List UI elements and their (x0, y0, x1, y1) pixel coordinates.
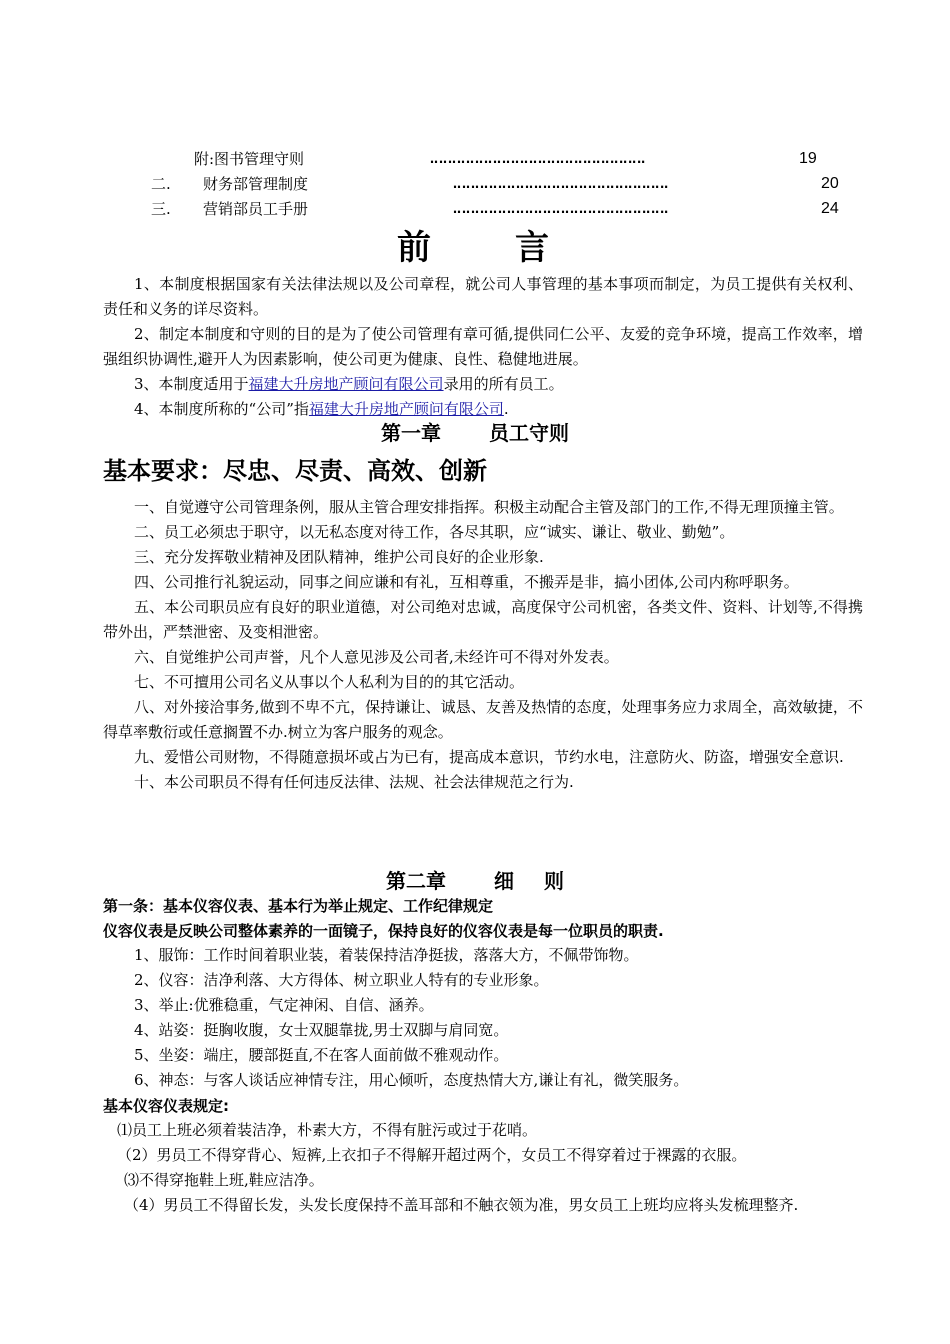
preface-text: 3、本制度适用于 (134, 375, 249, 393)
rule-paragraph: 十、本公司职员不得有任何违反法律、法规、社会法律规范之行为. (134, 773, 574, 791)
toc-leader: ‥‥‥‥‥‥‥‥‥‥‥‥‥‥‥‥‥‥‥‥‥‥‥‥ (453, 202, 670, 216)
company-link[interactable]: 福建大升房地产顾问有限公司 (248, 375, 444, 393)
rule-paragraph: 三、充分发挥敬业精神及团队精神，维护公司良好的企业形象. (134, 548, 544, 566)
appearance-rule-text: （4）男员工不得留长发，头发长度保持不盖耳部和不触衣领为准，男女员工上班均应将头发梳理整齐. (124, 1196, 799, 1214)
employee-rules (103, 495, 863, 795)
appearance-item: 2、仪容：洁净利落、大方得体、树立职业人特有的专业形象。 (134, 971, 549, 989)
basic-requirements-heading: 基本要求：尽忠、尽责、高效、创新 (103, 457, 487, 485)
chapter-name: 员工守则 (489, 421, 569, 445)
toc-number: 三. (151, 200, 171, 218)
toc-leader: ‥‥‥‥‥‥‥‥‥‥‥‥‥‥‥‥‥‥‥‥‥‥‥‥ (430, 152, 647, 166)
chapter-name-char: 则 (544, 869, 564, 893)
toc-label: 财务部管理制度 (203, 175, 309, 193)
rule-paragraph: 五、本公司职员应有良好的职业道德，对公司绝对忠诚，高度保守公司机密，各类文件、资料、计划等,不得携带外出，严禁泄密、及变相泄密。 (103, 598, 863, 641)
rule-paragraph: 六、自觉维护公司声誉，凡个人意见涉及公司者,未经许可不得对外发表。 (134, 648, 619, 666)
appearance-item: 3、举止:优雅稳重，气定神闲、自信、涵养。 (134, 996, 434, 1014)
toc-leader: ‥‥‥‥‥‥‥‥‥‥‥‥‥‥‥‥‥‥‥‥‥‥‥‥ (453, 177, 670, 191)
preface-text: 4、本制度所称的“公司”指 (134, 400, 309, 418)
chapter-2-title (0, 866, 950, 896)
chapter-number: 第二章 (386, 869, 446, 893)
article-1-heading: 第一条：基本仪容仪表、基本行为举止规定、工作纪律规定 (103, 897, 494, 915)
rule-paragraph: 四、公司推行礼貌运动，同事之间应谦和有礼，互相尊重，不搬弄是非，搞小团体,公司内称呼职务。 (134, 573, 799, 591)
toc-page-number: 20 (821, 175, 839, 192)
appearance-item: 5、坐姿：端庄，腰部挺直,不在客人面前做不雅观动作。 (134, 1046, 509, 1064)
appearance-rule: ⑶不得穿拖鞋上班,鞋应洁净。 (124, 1171, 324, 1189)
appearance-rule (103, 1193, 863, 1218)
preface-paragraph: 1、本制度根据国家有关法律法规以及公司章程，就公司人事管理的基本事项而制定，为员工提供有关权利、责任和义务的详尽资料。 (103, 275, 863, 318)
appearance-item: 6、神态：与客人谈话应神情专注，用心倾听，态度热情大方,谦让有礼，微笑服务。 (134, 1071, 689, 1089)
preface-title-char: 前 (397, 228, 435, 268)
rule-paragraph: 七、不可擅用公司名义从事以个人私利为目的的其它活动。 (134, 673, 525, 691)
appearance-item: 4、站姿：挺胸收腹，女士双腿靠拢,男士双脚与肩同宽。 (134, 1021, 509, 1039)
rule-paragraph: 二、员工必须忠于职守，以无私态度对待工作，各尽其职，应“诚实、谦让、敬业、勤勉”。 (134, 523, 735, 541)
preface-title-char: 言 (515, 228, 553, 268)
preface-paragraph: 2、制定本制度和守则的目的是为了使公司管理有章可循,提供同仁公平、友爱的竞争环境，提高工作效率，增强组织协调性,避开人为因素影响，使公司更为健康、良性、稳健地进展。 (103, 325, 863, 368)
rule-paragraph: 一、自觉遵守公司管理条例，服从主管合理安排指挥。积极主动配合主管及部门的工作,不得无理顶撞主管。 (134, 498, 844, 516)
chapter-name-char: 细 (494, 869, 514, 893)
toc-label: 附:图书管理守则 (194, 150, 305, 168)
toc-label: 营销部员工手册 (203, 200, 309, 218)
preface-text: 录用的所有员工。 (443, 375, 564, 393)
company-link[interactable]: 福建大升房地产顾问有限公司 (308, 400, 504, 418)
preface-paragraph (103, 372, 863, 397)
chapter-number: 第一章 (381, 421, 441, 445)
appearance-item: 1、服饰：工作时间着职业装，着装保持洁净挺拔，落落大方，不佩带饰物。 (134, 946, 639, 964)
appearance-rule: ⑴员工上班必须着装洁净，朴素大方，不得有脏污或过于花哨。 (117, 1121, 538, 1139)
preface-text: . (503, 400, 509, 418)
preface-title (0, 226, 950, 270)
appearance-rule: （2）男员工不得穿背心、短裤,上衣扣子不得解开超过两个，女员工不得穿着过于裸露的衣服。 (117, 1146, 747, 1164)
chapter-1-title (0, 418, 950, 448)
toc-number: 二. (151, 175, 171, 193)
rule-paragraph: 九、爱惜公司财物，不得随意损坏或占为已有，提高成本意识，节约水电，注意防火、防盗，增强安全意识. (134, 748, 844, 766)
rule-paragraph: 八、对外接洽事务,做到不卑不亢，保持谦让、诚恳、友善及热情的态度，处理事务应力求周全，高效敏捷，不得草率敷衍或任意搁置不办.树立为客户服务的观念。 (103, 698, 863, 741)
preface-body (103, 272, 863, 422)
appearance-rules-heading: 基本仪容仪表规定: (103, 1097, 229, 1115)
toc-page-number: 19 (799, 150, 817, 167)
toc-page-number: 24 (821, 200, 839, 217)
appearance-intro: 仪容仪表是反映公司整体素养的一面镜子，保持良好的仪容仪表是每一位职员的职责. (103, 922, 664, 940)
